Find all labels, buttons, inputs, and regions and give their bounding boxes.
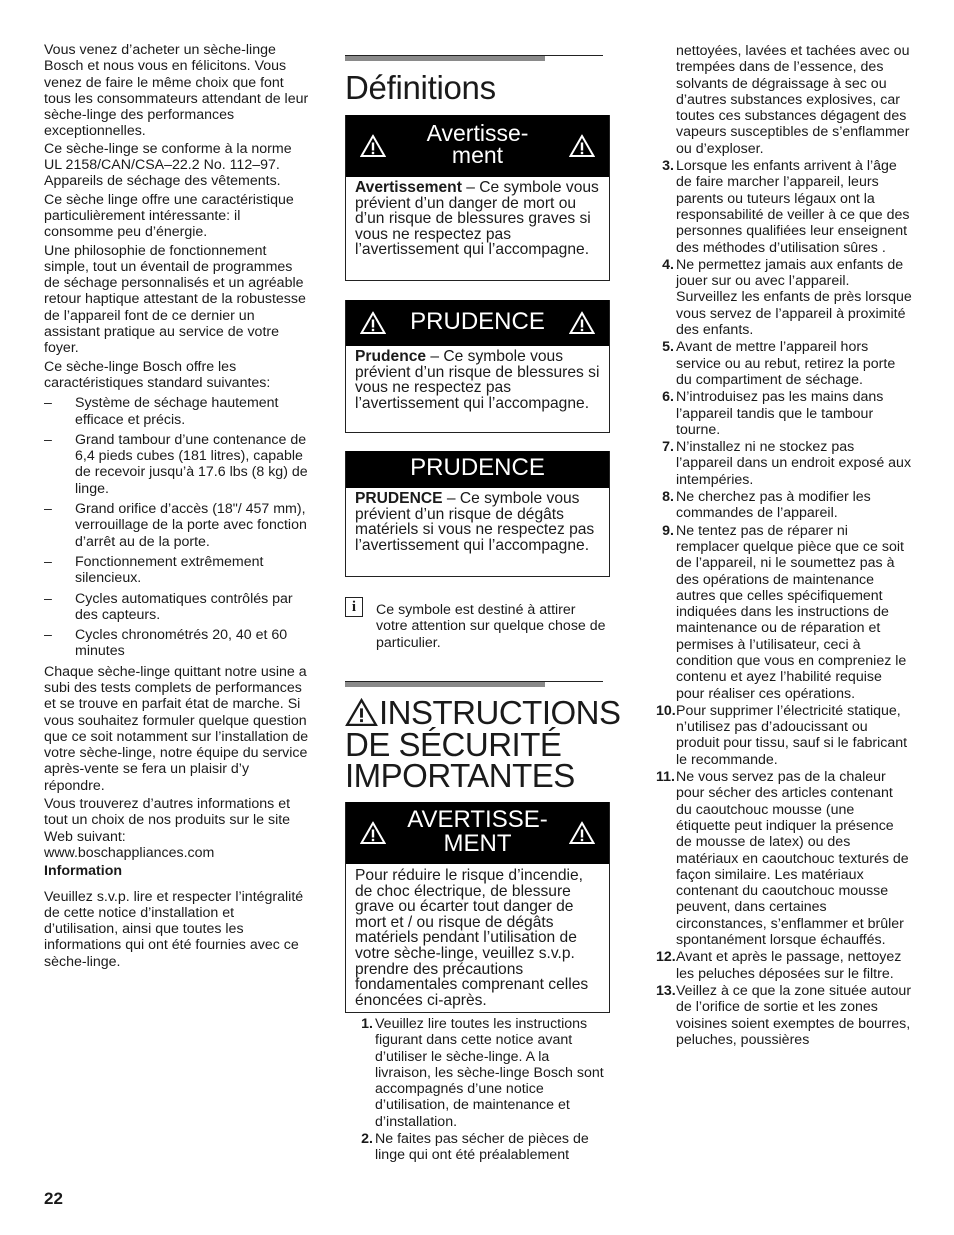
section-rule <box>345 55 603 56</box>
property-caution-title: PRUDENCE <box>410 454 545 481</box>
caution-definition-box <box>345 300 610 433</box>
warning-definition-box <box>345 115 610 281</box>
warning-box-header <box>346 115 609 177</box>
safety-title: INSTRUCTIONS DE SÉCURITÉ IMPORTANTES <box>345 694 621 794</box>
list-item: – Fonctionnement extrêmement silencieux. <box>44 553 264 587</box>
warning-triangle-icon <box>569 312 595 335</box>
intro-paragraph: Ce sèche-linge se conforme à la norme UL 2158/CAN/CSA–22.2 No. 112–97. Appareils de séchage des vêtements. <box>44 140 292 190</box>
safety-warning-title: AVERTISSE- MENT <box>407 806 548 857</box>
list-item: 1. Veuillez lire toutes les instructions figurant dans cette notice avant d’utiliser le sèche-linge. A la livraison, les sèche-linge Bosch sont accompagnés d’une notice d’utilisation, de maintenance et d’installation. <box>361 1016 604 1130</box>
warning-triangle-icon <box>360 822 386 845</box>
list-item: 7. N’installez ni ne stockez pas l’appareil dans un endroit exposé aux intempéries. <box>662 439 912 488</box>
info-paragraph: Veuillez s.v.p. lire et respecter l’intégralité de cette notice d’installation et d’utilisation, ainsi que toutes les informations qui ont été fournies avec ce sèche-linge. <box>44 888 304 970</box>
safety-warning-body: Pour réduire le risque d’incendie, de choc électrique, de blessure grave ou écarter tout danger de mort et / ou risque de dégâts matériels pendant l’utilisation de votre sèche-linge, veuillez s.v.p. prendre des précautions fondamentales comprenant celles énoncées ci-après. <box>355 867 589 1009</box>
caution-box-body: Prudence – Ce symbole vous prévient d’un risque de blessures si vous ne respectez pas l’avertissement qui l’accompagne. <box>355 348 600 412</box>
warning-triangle-icon <box>569 135 595 158</box>
property-caution-box <box>345 451 610 577</box>
info-note: Ce symbole est destiné à attirer votre attention sur quelque chose de particulier. <box>376 602 606 651</box>
more-info-paragraph: Vous trouverez d’autres informations et tout un choix de nos produits sur le site Web suivant: <box>44 796 291 845</box>
list-item: – Grand tambour d’une contenance de 6,4 pieds cubes (181 litres), capable de recevoir jusqu’à 17.6 lbs (8 kg) de linge. <box>44 431 308 497</box>
list-item: 8. Ne cherchez pas à modifier les commandes de l’appareil. <box>662 489 871 522</box>
list-item: – Grand orifice d’accès (18"/ 457 mm), verrouillage de la porte avec fonction d’arrêt au de la porte. <box>44 501 307 550</box>
caution-box-title: PRUDENCE <box>410 308 545 335</box>
info-icon: i <box>345 597 363 617</box>
section-rule <box>345 681 603 682</box>
list-item: 3. Lorsque les enfants arrivent à l’âge de faire marcher l’appareil, leurs parents ou tuteurs légaux ont la responsabilité de veiller à ce que des personnes qualifiées leur enseignent des méthodes d’utilisation sûres . <box>662 158 910 256</box>
warning-triangle-icon <box>360 312 386 335</box>
continued-paragraph: nettoyées, lavées et tachées avec ou trempées dans de l’essence, des solvants de dégraissage à sec ou d’autres substances explosives, car toutes ces substances dégagent des vapeurs susceptibles de s’enflammer ou d’exploser. <box>676 43 910 157</box>
property-caution-body: PRUDENCE – Ce symbole vous prévient d’un risque de dégâts matériels si vous ne respectez pas l’avertissement qui l’accompagne. <box>355 490 595 554</box>
safety-warning-box <box>345 802 610 1013</box>
feature-list <box>44 395 312 659</box>
closing-paragraph: Chaque sèche-linge quittant notre usine a subi des tests complets de performances et se trouve en parfait état de marche. Si vous souhaitez formuler quelque question que ce soit notamment sur l’installation de votre sèche-linge, notre équipe du service après-vente se fera un plaisir d’y répondre. <box>44 663 309 794</box>
list-item: 6. N’introduisez pas les mains dans l’appareil tandis que le tambour tourne. <box>662 389 884 438</box>
warning-triangle-icon <box>345 698 378 727</box>
list-item: 4. Ne permettez jamais aux enfants de jouer sur ou avec l’appareil. Surveillez les enfants de près lorsque vous servez de l’appareil à proximité des enfants. <box>662 256 912 339</box>
definitions-title: Définitions <box>345 69 496 106</box>
safety-warning-header <box>346 802 609 864</box>
intro-paragraph: Ce sèche-linge Bosch offre les caractéristiques standard suivantes: <box>44 358 271 391</box>
right-column <box>656 43 912 1049</box>
intro-paragraph: Une philosophie de fonctionnement simple, tout un éventail de programmes de séchage personnalisés et un agréable retour haptique attestant de la robustesse de l’appareil font de ce dernier un assistant pratique au service de votre foyer. <box>44 242 306 357</box>
warning-triangle-icon <box>569 822 595 845</box>
intro-paragraph: Vous venez d’acheter un sèche-linge Bosch et nous vous en félicitons. Vous venez de faire le même choix que font tous les consommateurs attendant de leur sèche-linge des performances exceptionnelles. <box>44 42 309 140</box>
list-item: – Système de séchage hautement efficace et précis. <box>44 395 279 428</box>
list-item: – Cycles automatiques contrôlés par des capteurs. <box>44 590 293 623</box>
warning-box-body: Avertissement – Ce symbole vous prévient d’un danger de mort ou d’un risque de blessures graves si vous ne respectez pas l’avertissement qui l’accompagne. <box>355 179 599 259</box>
list-item: 10. Pour supprimer l’électricité statique, n’utilisez pas d’adoucissant ou produit pour tissu, sauf si le fabricant le recommande. <box>656 702 908 768</box>
list-item: 5. Avant de mettre l’appareil hors service ou au rebut, retirez la porte du compartiment de séchage. <box>662 339 896 388</box>
left-column <box>44 42 312 972</box>
caution-box-header <box>346 300 609 346</box>
instruction-list-right <box>656 158 912 1048</box>
list-item: 12. Avant et après le passage, nettoyez les peluches déposées sur le filtre. <box>656 949 902 982</box>
list-item: – Cycles chronométrés 20, 40 et 60 minutes <box>44 627 288 660</box>
list-item: 11. Ne vous servez pas de la chaleur pour sécher des articles contenant du caoutchouc mousse (une étiquette peut indiquer la présence de mousse de latex) ou des matériaux en caoutchouc texturés de façon similaire. Les matériaux contenant du caoutchouc mousse peuvent, dans certaines circonstances, s’enflammer et brûler spontanément lorsque échauffés. <box>656 769 909 949</box>
list-item: 13. Veillez à ce que la zone située autour de l’orifice de sortie et les zones voisines soient exemptes de bourres, peluches, poussières <box>656 982 912 1048</box>
warning-box-title: Avertisse- ment <box>426 120 529 168</box>
warning-triangle-icon <box>360 135 386 158</box>
instruction-list-middle <box>355 1016 605 1165</box>
website-link[interactable]: www.boschappliances.com <box>44 844 215 861</box>
list-item: 9. Ne tentez pas de réparer ni remplacer quelque pièce que ce soit de l’appareil, ni le soumettez pas à des opérations de maintenance autres que celles spécifiquement indiquées dans les instructions de maintenance ou de réparation et permises à l’utilisateur, ceci à condition que vous en compreniez le contenu et ayez l’habilité requise pour réaliser ces opérations. <box>662 522 907 702</box>
page-number: 22 <box>44 1189 63 1208</box>
intro-paragraph: Ce sèche linge offre une caractéristique particulièrement intéressante: il consomme peu d’énergie. <box>44 191 294 241</box>
list-item: 2. Ne faites pas sécher de pièces de linge qui ont été préalablement <box>361 1131 589 1164</box>
info-heading: Information <box>44 863 123 880</box>
property-caution-header <box>346 451 609 488</box>
